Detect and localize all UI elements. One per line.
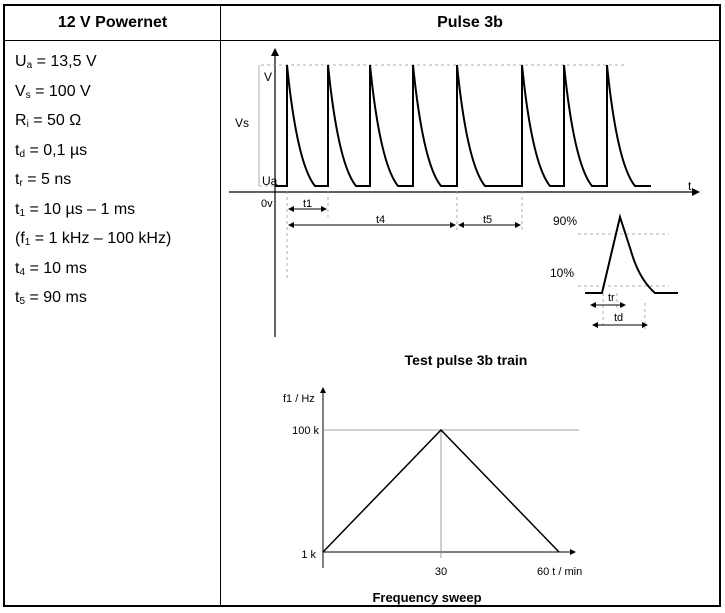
header-12v-powernet: 12 V Powernet [57, 14, 168, 31]
label-v: V [264, 70, 273, 84]
parameter-row: $t_4 = 10$ ms [15, 259, 87, 278]
label-vs: Vs [235, 116, 250, 130]
parameter-row: $t_5 = 90$ ms [15, 289, 87, 307]
sweep-title: Frequency sweep [372, 590, 482, 605]
label-10: 10% [550, 266, 575, 280]
label-t1: t1 [303, 198, 313, 210]
sweep-ylabel: f1 / Hz [283, 393, 315, 405]
frequency-sweep-chart [283, 388, 582, 605]
parameter-row: $t_1 = 10$ µs – 1 ms [15, 200, 136, 219]
header-pulse-3b: Pulse 3b [437, 14, 503, 31]
label-ua: Ua [262, 174, 278, 188]
label-tr: tr [608, 292, 615, 304]
label-td: td [614, 312, 624, 324]
label-t: t [688, 179, 692, 193]
parameter-list [15, 47, 215, 313]
parameter-row: $t_d = 0,1$ µs [15, 141, 88, 160]
parameter-row: $U_a = 13,5$ V [15, 53, 97, 71]
parameter-row: ($f_1 = 1$ kHz – 100 kHz) [15, 230, 172, 248]
pulse-train-diagram [221, 41, 719, 605]
pulse-train-line [275, 65, 651, 186]
parameter-row: $V_s = 100$ V [15, 82, 91, 101]
sweep-xtick-30: 30 [434, 566, 448, 578]
detail-pulse-shape [585, 217, 678, 293]
sweep-xtick-60: 60 t / min [537, 566, 583, 578]
pulse-spec-table [3, 4, 721, 607]
pulse-waveform [275, 65, 651, 186]
label-0v: 0v [261, 198, 273, 210]
sweep-ytick-1k: 1 k [301, 549, 316, 561]
label-t4: t4 [376, 214, 386, 226]
label-90: 90% [553, 214, 578, 228]
pulse-train-caption: Test pulse 3b train [404, 352, 528, 368]
parameter-row: $t_r = 5$ ns [15, 171, 72, 189]
sweep-ytick-100k: 100 k [292, 425, 319, 437]
parameter-row: $R_i = 50$ Ω [15, 112, 82, 130]
label-t5: t5 [483, 214, 493, 226]
